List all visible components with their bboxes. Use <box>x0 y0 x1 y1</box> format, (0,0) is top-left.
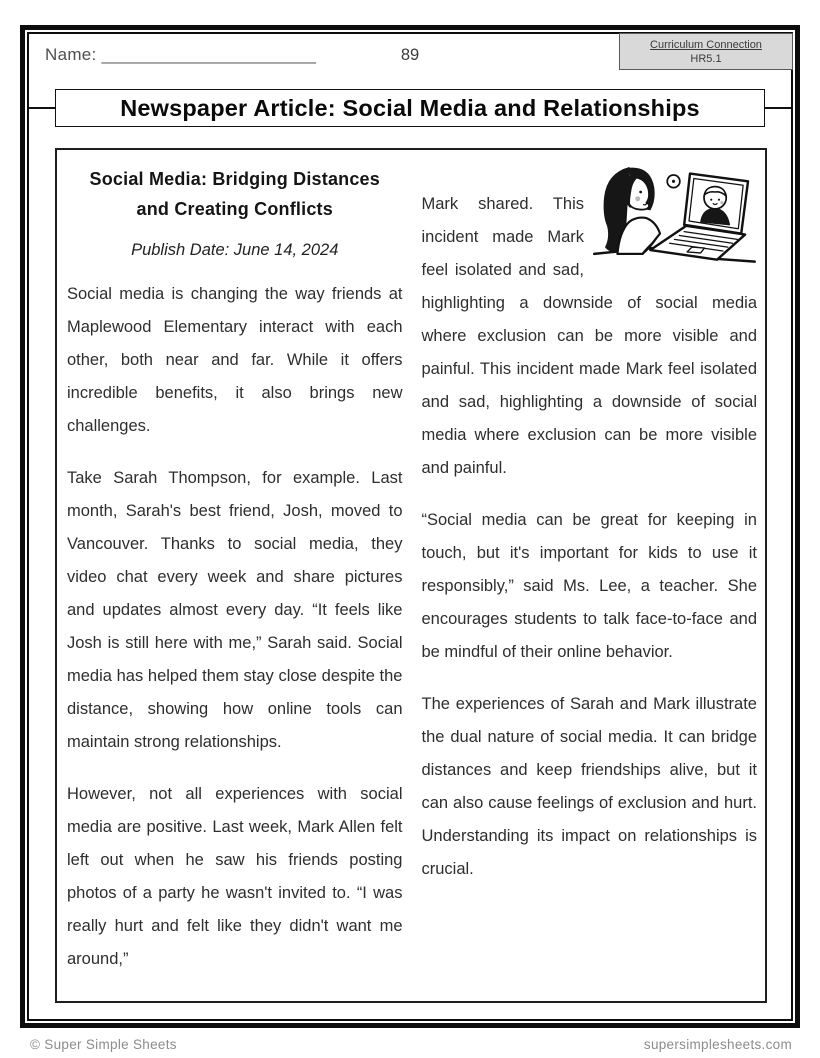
footer-copyright: © Super Simple Sheets <box>30 1037 177 1052</box>
article-right-column <box>422 162 758 1001</box>
name-blank-line[interactable]: ______________________ <box>101 45 317 64</box>
publish-date: Publish Date: June 14, 2024 <box>131 241 339 259</box>
worksheet-title-text: Newspaper Article: Social Media and Relationships <box>120 94 700 121</box>
article-paragraph: The experiences of Sarah and Mark illustrate the dual nature of social media. It can bridge distances and keep friendships alive, but it can also cause feelings of exclusion and hurt. Understanding its impact on relationships is crucial. <box>421 695 757 878</box>
article-box <box>55 148 767 1003</box>
article-paragraph: However, not all experiences with social media are positive. Last week, Mark Allen felt left out when he saw his friends posting photos of a party he wasn't invited to. “I was really hurt and felt like they didn't want me around,” <box>67 785 403 968</box>
article-paragraph: Social media is changing the way friends at Maplewood Elementary interact with each other, both near and far. While it offers incredible benefits, it also brings new challenges. <box>67 285 403 435</box>
title-connector-right <box>765 107 792 109</box>
article-paragraph: “Social media can be great for keeping in touch, but it's important for kids to use it responsibly,” said Ms. Lee, a teacher. She encourages students to talk face-to-face and be mindful of their online behavior. <box>421 511 757 661</box>
curriculum-connection-box <box>619 33 793 70</box>
video-call-illustration <box>592 162 757 280</box>
article-headline: Social Media: Bridging Distances and Creating Conflicts <box>89 169 380 219</box>
article-left-column <box>67 162 403 1001</box>
article-paragraph: Take Sarah Thompson, for example. Last month, Sarah's best friend, Josh, moved to Vancouver. Thanks to social media, they video chat every week and share pictures and updates almost every day. “It feels like Josh is still here with me,” Sarah said. Social media has helped them stay close despite the distance, showing how online tools can maintain strong relationships. <box>67 469 403 751</box>
worksheet-title <box>55 89 765 127</box>
article-paragraph: Mark shared. This incident made Mark feel isolated and sad, highlighting a downside of social media where exclusion can be more visible and painful. This incident made Mark feel isolated and sad, highlighting a downside of social media where exclusion can be more visible and painful. <box>421 195 757 477</box>
curriculum-title: Curriculum Connection <box>650 38 762 51</box>
footer-website: supersimplesheets.com <box>643 1037 792 1052</box>
title-connector-left <box>29 107 55 109</box>
page-number: 89 <box>400 46 420 64</box>
name-label: Name: <box>45 45 97 64</box>
curriculum-code: HR5.1 <box>690 52 722 65</box>
